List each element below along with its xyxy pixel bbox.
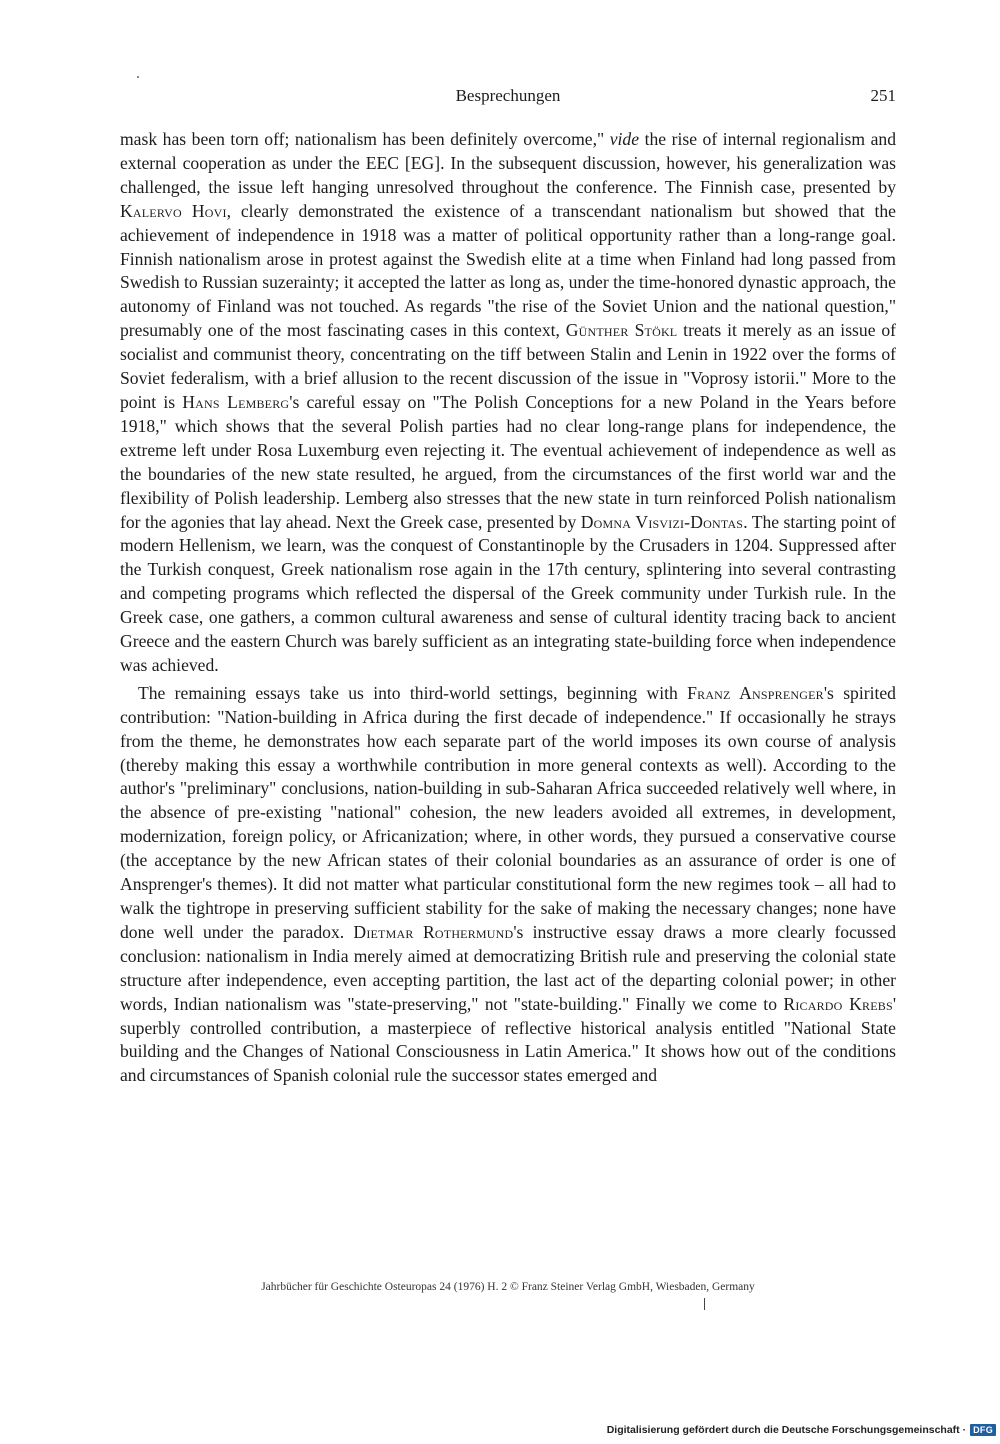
p1-text-5: 's careful essay on "The Polish Conceptions for a new Poland in the Years before 1918," which shows that the several Polish parties had no clear long-range plans for independence, the extreme left under Rosa Luxemburg even rejecting it. The eventual achievement of independence as well as the boundaries of the new state resulted, he argued, from the circumstances of the first world war and the flexibility of Polish leadership. Lemberg also stresses that the new state in turn reinforced Polish nationalism for the agonies that lay ahead. Next the Greek case, presented by xyxy=(120,391,896,532)
p2-text-1: The remaining essays take us into third-world settings, beginning with xyxy=(138,682,688,703)
author-name-ansprenger: Franz Ansprenger xyxy=(687,682,824,703)
p1-text-1: mask has been torn off; nationalism has been definitely overcome," xyxy=(120,129,605,149)
footer-tick-mark xyxy=(704,1298,705,1310)
p2-text-4: ' superbly controlled contribution, a masterpiece of reflective historical analysis entitled "National State building and the Changes of National Consciousness in Latin America." It shows how out of the conditions and circumstances of Spanish colonial rule the successor states emerged and xyxy=(120,993,897,1086)
journal-citation: Jahrbücher für Geschichte Osteuropas 24 (1976) H. 2 © Franz Steiner Verlag GmbH, Wiesbaden, Germany xyxy=(261,1281,755,1293)
p2-text-2: 's spirited contribution: "Nation-building in Africa during the first decade of independence." If occasionally he strays from the theme, he demonstrates how each separate part of the world imposes its own course of analysis (thereby making this essay a worthwhile contribution in more general contexts as well). According to the author's "preliminary" conclusions, nation-building in sub-Saharan Africa succeeded relatively well where, in the absence of pre-existing "national" cohesion, the new leaders avoided all extremes, in development, modernization, foreign policy, or Africanization; where, in other words, they pursued a conservative course (the acceptance by the new African states of their colonial boundaries as an assurance of order is one of Ansprenger's themes). It did not matter what particular constitutional form the new regimes took – all had to walk the tightrope in preserving sufficient stability for the sake of making the necessary changes; none have done well under the paradox. xyxy=(120,682,896,942)
article-body xyxy=(120,128,896,1088)
p1-text-2: the rise of internal regionalism and external cooperation as under the EEC [EG]. In the subsequent discussion, however, his generalization was challenged, the issue left hanging unresolved throughout the conference. The Finnish case, presented by xyxy=(120,129,896,197)
page-header xyxy=(120,86,896,112)
author-name-visvizi-dontas: Domna Visvizi-Dontas xyxy=(580,511,744,532)
scan-speck xyxy=(137,76,139,78)
p1-text-4: treats it merely as an issue of socialist and communist theory, concentrating on the tiff between Stalin and Lenin in 1922 over the forms of Soviet federalism, with a brief allusion to the recent discussion of the issue in "Voprosy istorii." More to the point is xyxy=(120,320,896,412)
paragraph-1 xyxy=(120,128,896,678)
funding-text: Digitalisierung gefördert durch die Deutsche Forschungsgemeinschaft · xyxy=(606,1424,967,1436)
author-name-rothermund: Dietmar Rothermund xyxy=(353,921,514,942)
p1-vide: vide xyxy=(609,129,640,149)
running-head: Besprechungen xyxy=(455,86,561,105)
author-name-krebs: Ricardo Krebs xyxy=(783,993,893,1014)
paragraph-2 xyxy=(120,682,896,1088)
p2-text-3: 's instructive essay draws a more clearly focussed conclusion: nationalism in India merely aimed at democratizing British rule and preserving the colonial state structure after independence, even accepting partition, the last act of the departing colonial power; in other words, Indian nationalism was "state-preserving," not "state-building." Finally we come to xyxy=(120,921,896,1014)
author-name-stokl: Günther Stökl xyxy=(565,320,678,341)
page-number: 251 xyxy=(870,86,896,105)
p1-text-3: , clearly demonstrated the existence of a transcendant nationalism but showed that the achievement of independence in 1918 was a matter of political opportunity rather than a long-range goal. Finnish nationalism arose in protest against the Swedish elite at a time when Finland had long passed from Swedish to Russian suzerainty; it accepted the latter as long as, under the time-honored dynastic approach, the autonomy of Finland was not touched. As regards "the rise of the Soviet Union and the national question," presumably one of the most fascinating cases in this context, xyxy=(120,200,896,341)
author-name-lemberg: Hans Lemberg xyxy=(182,391,290,412)
author-name-hovi: Kalervo Hovi xyxy=(120,200,227,221)
funding-notice xyxy=(607,1422,996,1438)
dfg-logo-icon: DFG xyxy=(970,1424,996,1436)
p1-text-6: . The starting point of modern Hellenism, we learn, was the conquest of Constantinople by the Crusaders in 1204. Suppressed after the Turkish conquest, Greek nationalism rose again in the 17th century, splintering into several contrasting and competing programs which reflected the dispersal of the Greek community under Turkish rule. In the Greek case, one gathers, a common cultural awareness and sense of cultural identity tracing back to ancient Greece and the eastern Church was barely sufficient as an integrating state-building force when independence was achieved. xyxy=(120,511,896,675)
